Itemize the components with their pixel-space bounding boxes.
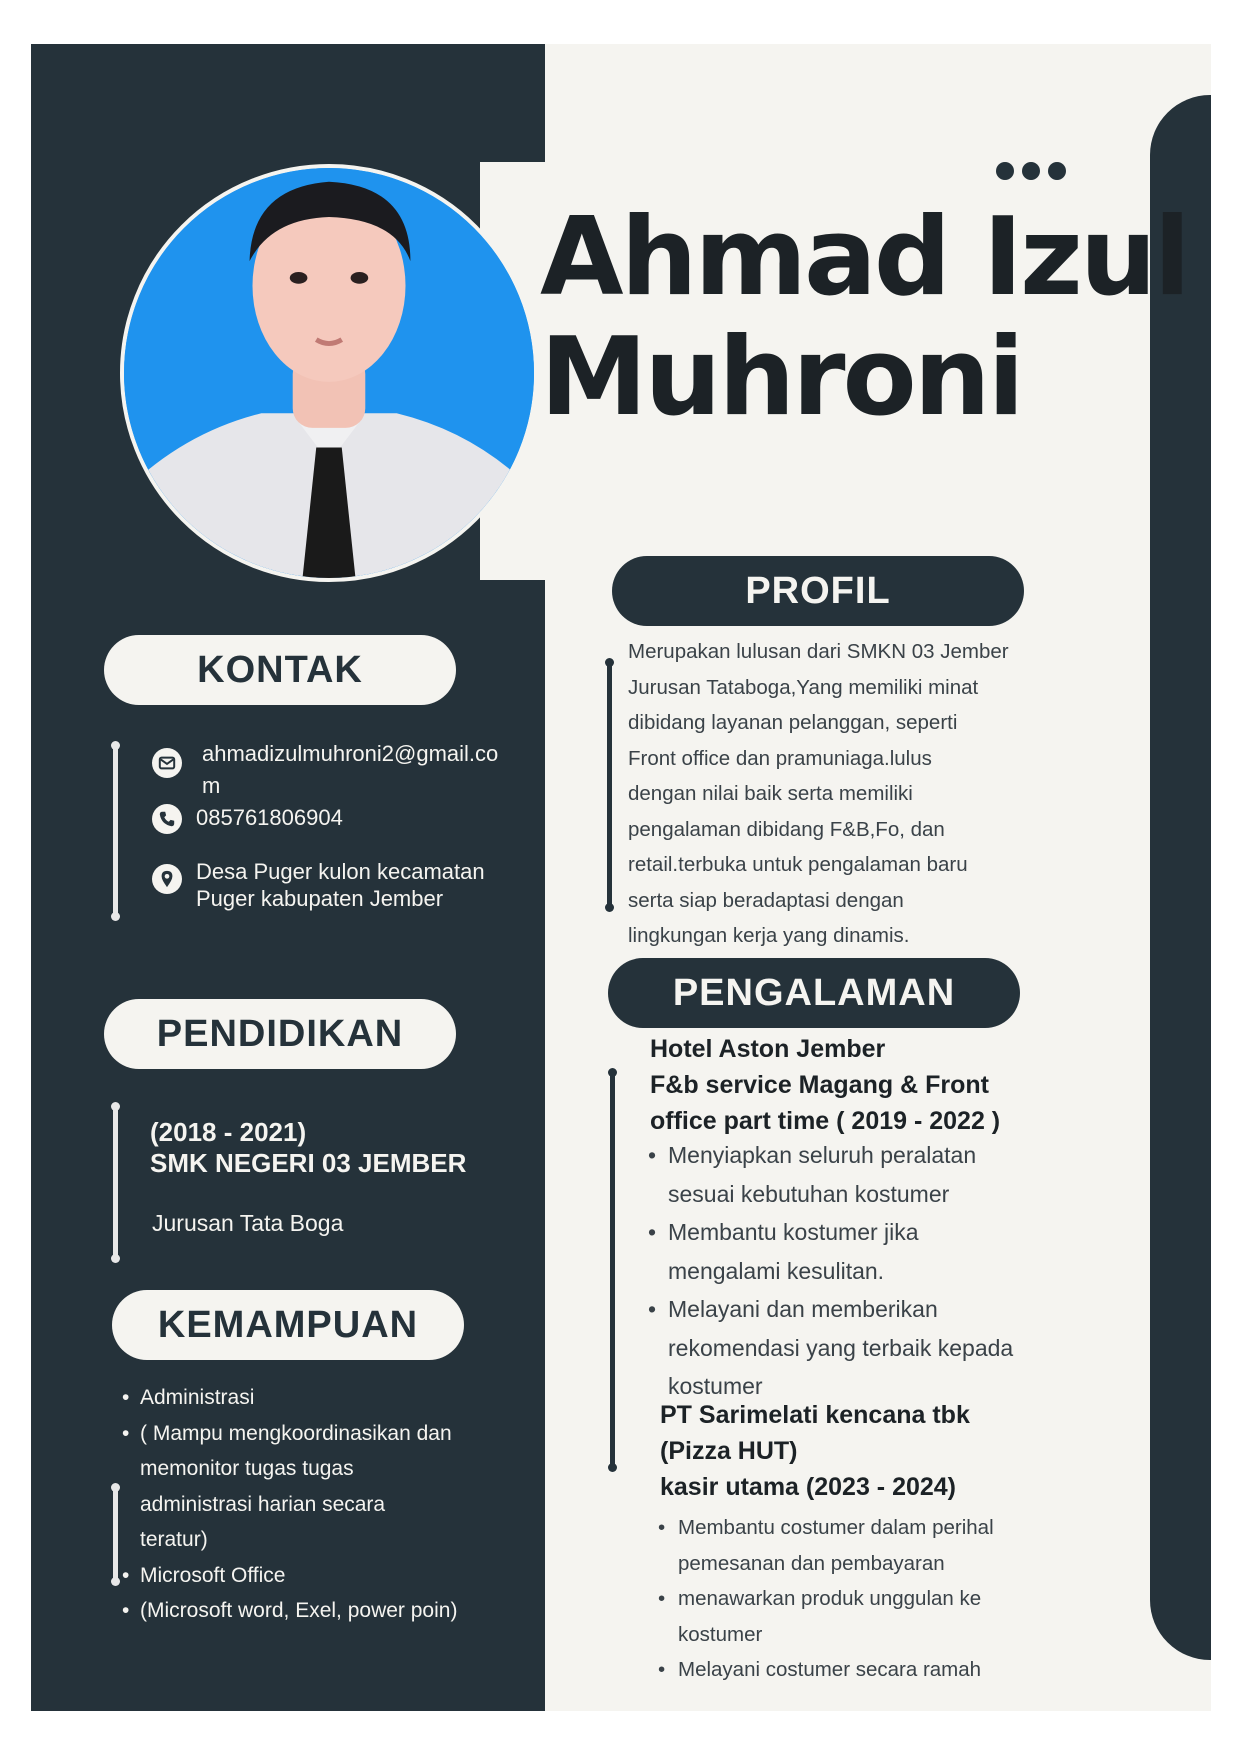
duty-item xyxy=(656,1652,1076,1688)
duty-line: rekomendasi yang terbaik kepada xyxy=(668,1334,1014,1361)
duty-line: • Membantu kostumer jika xyxy=(668,1219,919,1245)
duty-line: sesuai kebutuhan kostumer xyxy=(668,1180,950,1207)
profile-summary xyxy=(628,634,1058,954)
pendidikan-heading: PENDIDIKAN xyxy=(104,999,456,1069)
profile-line: Jurusan Tataboga,Yang memiliki minat xyxy=(628,675,979,699)
kontak-timeline xyxy=(113,745,118,917)
skill-item: • ( Mampu mengkoordinasikan dan xyxy=(118,1416,518,1452)
profile-line: Front office dan pramuniaga.lulus xyxy=(628,746,932,770)
skill-item: memonitor tugas tugas xyxy=(140,1457,354,1480)
duty-line: • Menyiapkan seluruh peralatan xyxy=(668,1142,977,1168)
pendidikan-timeline xyxy=(113,1106,118,1259)
duty-line: • Melayani dan memberikan xyxy=(668,1296,938,1322)
email-line-2: m xyxy=(202,773,221,798)
duty-item xyxy=(656,1510,1076,1581)
job-title-line: Hotel Aston Jember xyxy=(650,1035,886,1063)
profile-line: dibidang layanan pelanggan, seperti xyxy=(628,711,958,734)
duties-hotel-aston xyxy=(646,1136,1066,1406)
pengalaman-heading: PENGALAMAN xyxy=(608,958,1020,1028)
duty-line: kostumer xyxy=(668,1373,763,1399)
duty-line: • Membantu costumer dalam perihal xyxy=(678,1516,994,1539)
skills-list xyxy=(118,1380,518,1629)
duty-line: pemesanan dan pembayaran xyxy=(678,1551,945,1575)
education-years: (2018 - 2021) xyxy=(150,1117,307,1147)
email-row xyxy=(152,740,498,799)
duty-item xyxy=(646,1290,1066,1406)
skill-item: • Microsoft Office xyxy=(118,1558,518,1594)
address-line-2: Puger kabupaten Jember xyxy=(196,886,444,911)
duty-line: mengalami kesulitan. xyxy=(668,1257,885,1284)
profile-line: dengan nilai baik serta memiliki xyxy=(628,782,913,805)
kemampuan-heading: KEMAMPUAN xyxy=(112,1290,464,1360)
education-school: SMK NEGERI 03 JEMBER xyxy=(150,1148,467,1178)
job-title-hotel-aston xyxy=(650,1031,1000,1139)
phone-icon xyxy=(152,804,182,834)
education-major: Jurusan Tata Boga xyxy=(152,1210,344,1236)
duty-line: • Melayani costumer secara ramah xyxy=(678,1658,982,1681)
profile-line: serta siap beradaptasi dengan xyxy=(628,888,904,912)
mail-icon xyxy=(152,748,182,778)
person-portrait-icon xyxy=(124,168,534,578)
name-line-1: Ahmad Izul xyxy=(540,195,1188,320)
duty-item xyxy=(646,1136,1066,1213)
duty-line: kostumer xyxy=(678,1622,763,1646)
profile-photo xyxy=(120,164,538,582)
email-line-1: ahmadizulmuhroni2@gmail.co xyxy=(202,741,499,766)
job-title-line: office part time ( 2019 - 2022 ) xyxy=(650,1107,1001,1135)
phone-row xyxy=(152,804,343,834)
job-title-line: F&b service Magang & Front xyxy=(650,1071,989,1099)
panel-top-tab xyxy=(480,44,545,162)
profil-heading: PROFIL xyxy=(612,556,1024,626)
job-title-line: PT Sarimelati kencana tbk xyxy=(660,1401,970,1429)
profile-line: retail.terbuka untuk pengalaman baru xyxy=(628,853,968,876)
skill-item: administrasi harian secara xyxy=(140,1492,386,1516)
location-pin-icon xyxy=(152,864,182,894)
address-row xyxy=(152,858,485,912)
skill-item: teratur) xyxy=(140,1528,208,1551)
kontak-heading: KONTAK xyxy=(104,635,456,705)
address-line-1: Desa Puger kulon kecamatan xyxy=(196,859,485,884)
duty-line: • menawarkan produk unggulan ke xyxy=(678,1587,982,1610)
candidate-name xyxy=(540,195,1188,440)
duty-item xyxy=(656,1581,1076,1652)
profile-line: pengalaman dibidang F&B,Fo, dan xyxy=(628,817,945,841)
pengalaman-timeline xyxy=(610,1072,615,1468)
job-title-line: (Pizza HUT) xyxy=(660,1437,798,1465)
profil-timeline xyxy=(607,662,612,908)
skill-item: • (Microsoft word, Exel, power poin) xyxy=(118,1593,518,1629)
more-dots-icon xyxy=(996,162,1066,180)
job-title-line: kasir utama (2023 - 2024) xyxy=(660,1473,957,1501)
duty-item xyxy=(646,1213,1066,1290)
name-line-2: Muhroni xyxy=(540,315,1022,440)
duties-pizza-hut xyxy=(656,1510,1076,1688)
skill-item: • Administrasi xyxy=(118,1380,518,1416)
job-title-pizza-hut xyxy=(660,1397,970,1505)
profile-line: lingkungan kerja yang dinamis. xyxy=(628,924,910,947)
phone-number: 085761806904 xyxy=(196,805,343,830)
profile-line: Merupakan lulusan dari SMKN 03 Jember xyxy=(628,640,1009,663)
